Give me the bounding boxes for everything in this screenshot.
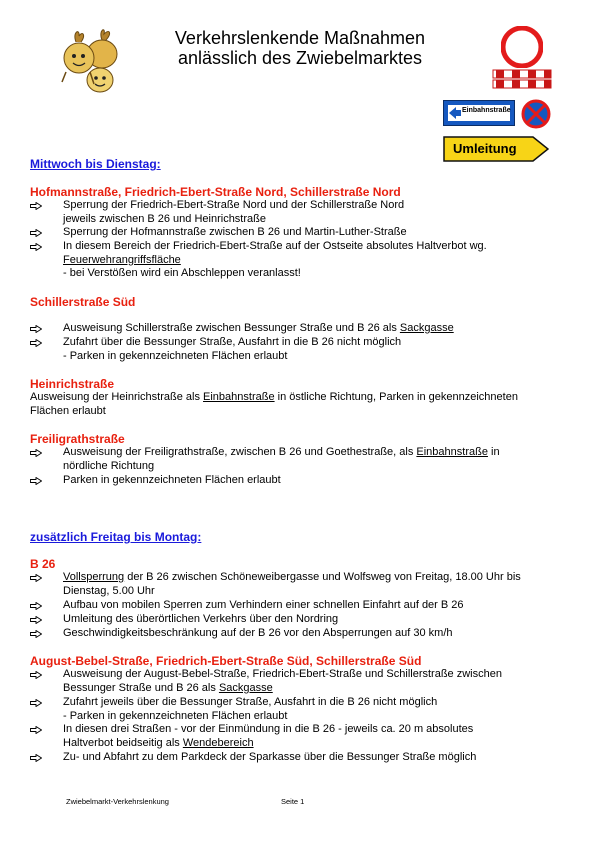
list-item [30, 723, 570, 750]
one-way-sign [443, 100, 515, 126]
item-text: Zufahrt jeweils über die Bessunger Straße, Ausfahrt in die B 26 nicht möglich [63, 696, 438, 708]
item-text: Parken in gekennzeichneten Flächen erlaubt [63, 474, 281, 486]
item-text-underlined: Feuerwehrangriffsfläche [63, 253, 181, 266]
item-text: Ausweisung der August-Bebel-Straße, Friedrich-Ebert-Straße und Schillerstraße zwischen [63, 668, 502, 680]
item-text: Haltverbot beidseitig als [63, 736, 183, 749]
onion-mascot-image [58, 26, 122, 96]
list-item [30, 627, 570, 641]
item-text: Ausweisung der Freiligrathstraße, zwischen B 26 und Goethestraße, als [63, 446, 417, 458]
item-text: Umleitung des überörtlichen Verkehrs über den Nordring [63, 613, 339, 625]
list-item [30, 668, 570, 695]
item-text: nördliche Richtung [63, 459, 155, 472]
arrow-right-icon [30, 240, 46, 251]
item-text: der B 26 zwischen Schöneweibergasse und Wolfsweg von Freitag, 18.00 Uhr bis [124, 571, 521, 583]
footer-page-number: Seite 1 [281, 797, 305, 806]
arrow-right-icon [30, 613, 46, 624]
detour-sign-label: Umleitung [453, 141, 517, 156]
arrow-right-icon [30, 668, 46, 679]
item-text: Aufbau von mobilen Sperren zum Verhindern einer schnellen Einfahrt auf der B 26 [63, 599, 464, 611]
paragraph-heinrichstrasse: Ausweisung der Heinrichstraße als Einbahnstraße in östliche Richtung, Parken in gekennzeichneten Flächen erlaubt [30, 391, 518, 417]
item-text: In diesen drei Straßen - vor der Einmündung in die B 26 - jeweils ca. 20 m absolutes [63, 723, 474, 735]
item-text: - bei Verstößen wird ein Abschleppen veranlasst! [63, 267, 301, 280]
arrow-right-icon [30, 571, 46, 582]
item-text-underlined: Einbahnstraße [203, 391, 275, 403]
heading-schillerstrasse-sued: Schillerstraße Süd [30, 295, 136, 309]
item-text: Zu- und Abfahrt zu dem Parkdeck der Sparkasse über die Bessunger Straße möglich [63, 751, 477, 763]
item-text: Sperrung der Hofmannstraße zwischen B 26 und Martin-Luther-Straße [63, 226, 407, 238]
item-text: Sperrung der Friedrich-Ebert-Straße Nord und der Schillerstraße Nord [63, 199, 405, 211]
item-text: Bessunger Straße und B 26 als [63, 681, 219, 694]
title-line-1: Verkehrslenkende Maßnahmen [174, 28, 426, 48]
arrow-right-icon [30, 751, 46, 762]
list-item [30, 696, 570, 723]
arrow-right-icon [30, 226, 46, 237]
arrow-right-icon [30, 696, 46, 707]
item-text-underlined: Wendebereich [182, 736, 254, 749]
heading-august-bebel-strasse: August-Bebel-Straße, Friedrich-Ebert-Straße Süd, Schillerstraße Süd [30, 654, 422, 668]
list-item [30, 322, 570, 336]
footer-document-name: Zwiebelmarkt-Verkehrslenkung [66, 797, 169, 806]
list-item [30, 226, 570, 240]
list-item [30, 474, 570, 488]
item-text: - Parken in gekennzeichneten Flächen erlaubt [63, 349, 288, 362]
list-item [30, 613, 570, 627]
heading-b26: B 26 [30, 557, 56, 571]
item-text: jeweils zwischen B 26 und Heinrichstraße [63, 212, 266, 225]
section-weekdays-heading: Mittwoch bis Dienstag: [30, 157, 161, 171]
item-text-underlined: Sackgasse [399, 322, 454, 334]
item-text: Zufahrt über die Bessunger Straße, Ausfahrt in die B 26 nicht möglich [63, 336, 402, 348]
list-item [30, 751, 570, 765]
item-text-underlined: Einbahnstraße [416, 446, 488, 458]
item-text-underlined: Sackgasse [218, 681, 273, 694]
list-item [30, 199, 570, 226]
detour-sign [443, 136, 549, 162]
arrow-right-icon [30, 322, 46, 333]
title-line-2: anlässlich des Zwiebelmarktes [177, 48, 423, 68]
arrow-right-icon [30, 336, 46, 347]
arrow-right-icon [30, 627, 46, 638]
page-title [150, 28, 450, 68]
arrow-left-icon [448, 106, 462, 120]
item-text: - Parken in gekennzeichneten Flächen erlaubt [63, 709, 288, 722]
list-item [30, 336, 570, 363]
section-weekend-heading: zusätzlich Freitag bis Montag: [30, 530, 202, 544]
heading-heinrichstrasse: Heinrichstraße [30, 377, 115, 391]
item-text: Geschwindigkeitsbeschränkung auf der B 26 vor den Absperrungen auf 30 km/h [63, 627, 453, 639]
arrow-right-icon [30, 446, 46, 457]
arrow-right-icon [30, 723, 46, 734]
item-text: Ausweisung Schillerstraße zwischen Bessunger Straße und B 26 als [63, 322, 400, 334]
item-text: Dienstag, 5.00 Uhr [63, 584, 155, 597]
arrow-right-icon [30, 199, 46, 210]
item-text-underlined: Vollsperrung [63, 571, 125, 583]
arrow-right-icon [30, 474, 46, 485]
one-way-sign-label: Einbahnstraße [462, 107, 511, 114]
no-vehicles-sign-icon [501, 26, 543, 68]
list-item [30, 599, 570, 613]
heading-hofmannstrasse: Hofmannstraße, Friedrich-Ebert-Straße Nord, Schillerstraße Nord [30, 185, 401, 199]
list-item [30, 240, 570, 281]
barrier-sign-icon [492, 67, 552, 91]
item-text: In diesem Bereich der Friedrich-Ebert-Straße auf der Ostseite absolutes Haltverbot wg. [63, 240, 487, 252]
list-item: Ausweisung der Freiligrathstraße, zwischen B 26 und Goethestraße, als Einbahnstraße in nördliche Richtung [30, 446, 570, 473]
arrow-right-icon [30, 599, 46, 610]
no-stopping-sign-icon [521, 99, 551, 129]
heading-freiligrathstrasse: Freiligrathstraße [30, 432, 125, 446]
list-item [30, 571, 570, 598]
